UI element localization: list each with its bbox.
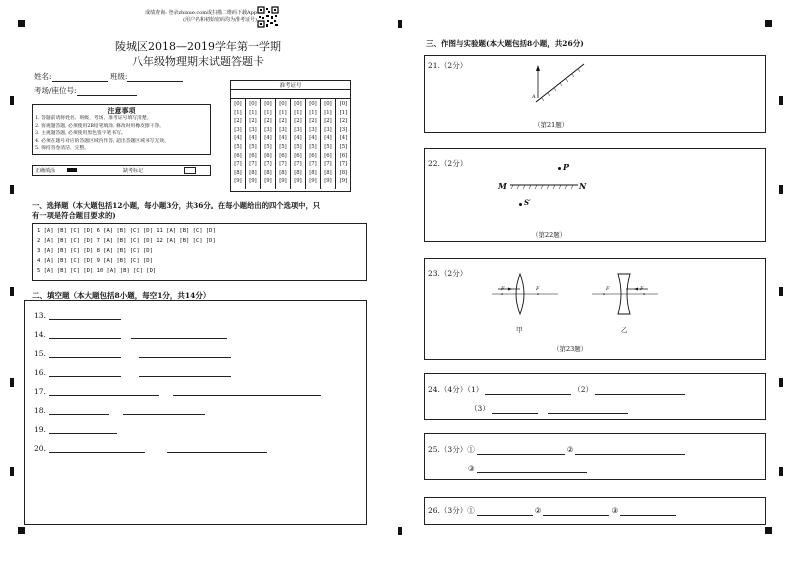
- notice-item: 4. 必须在题号对应的答题区域内作答, 超出答题区域书写无效。: [35, 138, 169, 144]
- exam-id-digit-bubble[interactable]: [4]: [234, 135, 242, 142]
- side-tick: [10, 378, 14, 387]
- answer-blank[interactable]: [131, 329, 227, 339]
- exam-id-digit-bubble[interactable]: [7]: [234, 161, 242, 168]
- correct-fill-sample: [67, 168, 77, 172]
- exam-id-digit-bubble[interactable]: [9]: [279, 178, 287, 185]
- notice-item: 1. 答题前请将姓名、班级、考场、准考证号填写清楚。: [35, 116, 152, 121]
- exam-id-digit-bubble[interactable]: [4]: [264, 135, 272, 142]
- exam-id-digit-bubble[interactable]: [1]: [279, 109, 287, 116]
- exam-id-digit-bubble[interactable]: [0]: [294, 101, 302, 107]
- exam-id-digit-bubble[interactable]: [9]: [249, 178, 257, 185]
- q17-label: 17.: [34, 387, 46, 396]
- exam-id-digit-bubble[interactable]: [9]: [234, 178, 242, 185]
- exam-id-digit-bubble[interactable]: [6]: [279, 152, 287, 159]
- notice-title: 注意事项: [107, 106, 136, 115]
- q24-b1-label: （1）: [467, 385, 484, 394]
- exam-id-digit-bubble[interactable]: [8]: [294, 169, 302, 176]
- corner-mark-br: [765, 527, 772, 534]
- answer-blank[interactable]: [477, 506, 533, 516]
- promo-line-1: 成绩查询: 登录zhixue.com或扫描二维码下载App: [145, 10, 257, 16]
- q17-row: [34, 386, 321, 396]
- q14-label: 14.: [34, 330, 46, 339]
- exam-id-digit-bubble[interactable]: [6]: [339, 152, 348, 159]
- exam-id-digit-bubble[interactable]: [2]: [309, 118, 317, 125]
- side-tick: [779, 378, 783, 387]
- student-name-row: [34, 71, 183, 82]
- ray-arrow-icon: [508, 288, 512, 291]
- corner-mark-ml: [398, 20, 402, 28]
- q25-row-1: [428, 444, 687, 455]
- answer-blank[interactable]: [477, 445, 565, 455]
- exam-id-digit-bubble[interactable]: [1]: [234, 109, 242, 116]
- room-row: [34, 85, 137, 96]
- exam-id-digit-bubble[interactable]: [5]: [279, 143, 287, 150]
- q13-label: 13.: [34, 311, 46, 320]
- exam-id-digit-bubble[interactable]: [4]: [279, 135, 287, 142]
- exam-id-digit-column: [306, 98, 321, 189]
- answer-blank[interactable]: [123, 405, 205, 415]
- answer-blank[interactable]: [543, 506, 609, 516]
- exam-title-line-2: 八年级物理期末试题答题卡: [132, 55, 264, 68]
- q24-b3-label: （3）: [470, 404, 490, 413]
- q25-b2-label: ②: [566, 445, 574, 454]
- exam-id-digit-bubble[interactable]: [7]: [339, 161, 348, 168]
- mc-row[interactable]: 2 [A] [B] [C] [D] 7 [A] [B] [C] [D] 12 [A] [B] [C] [D]: [37, 238, 216, 244]
- exam-id-digit-bubble[interactable]: [2]: [234, 118, 242, 125]
- answer-blank[interactable]: [49, 348, 121, 358]
- answer-blank[interactable]: [49, 405, 109, 415]
- class-field[interactable]: [127, 72, 183, 82]
- exam-id-digit-bubble[interactable]: [8]: [279, 169, 287, 176]
- q14-row: [34, 329, 227, 339]
- answer-blank[interactable]: [49, 310, 121, 320]
- exam-id-digit-bubble[interactable]: [3]: [234, 126, 242, 133]
- q24-label: 24.（4分）: [428, 385, 468, 394]
- point-p-label: P: [563, 162, 570, 172]
- q23-caption: （第23题）: [553, 345, 588, 353]
- exam-id-digit-bubble[interactable]: [7]: [249, 161, 257, 168]
- mirror-mn: [510, 183, 578, 191]
- q15-row: [34, 348, 231, 358]
- answer-blank[interactable]: [49, 443, 145, 453]
- exam-id-digit-bubble[interactable]: [9]: [309, 178, 317, 185]
- q26-label: 26.（3分）①: [428, 506, 475, 515]
- mc-row[interactable]: 3 [A] [B] [C] [D] 8 [A] [B] [C] [D]: [37, 248, 153, 254]
- q24-b2-label: （2）: [573, 385, 594, 394]
- exam-id-digit-bubble[interactable]: [9]: [264, 178, 272, 185]
- side-tick: [779, 287, 783, 296]
- side-tick: [779, 185, 783, 194]
- exam-id-digit-bubble[interactable]: [5]: [294, 143, 302, 150]
- q26-b2-label: ②: [534, 506, 542, 515]
- mc-row[interactable]: 5 [A] [B] [C] [D] 10 [A] [B] [C] [D]: [37, 268, 157, 274]
- side-tick: [779, 96, 783, 105]
- absent-checkbox[interactable]: [184, 167, 196, 174]
- q22-caption: （第22题）: [532, 231, 567, 239]
- name-field[interactable]: [52, 72, 108, 82]
- q22-label: 22.（2分）: [428, 159, 468, 168]
- q25-b3-label: ③: [468, 464, 475, 473]
- exam-id-digit-bubble[interactable]: [6]: [309, 152, 317, 159]
- answer-blank[interactable]: [485, 385, 571, 395]
- corner-mark-bl: [18, 527, 25, 534]
- q24-row-1: [428, 384, 687, 395]
- exam-id-digit-bubble[interactable]: [7]: [264, 161, 272, 168]
- lens2-focus-right: F: [640, 286, 644, 292]
- exam-id-digit-bubble[interactable]: [8]: [324, 169, 332, 176]
- angle-mark: A: [532, 94, 536, 100]
- room-field[interactable]: [77, 86, 137, 96]
- corner-mark-mr: [398, 527, 402, 535]
- exam-id-digit-column: [261, 98, 276, 189]
- exam-id-digit-bubble[interactable]: [0]: [309, 101, 317, 107]
- exam-id-digit-bubble[interactable]: [3]: [249, 126, 257, 133]
- exam-id-digit-bubble[interactable]: [2]: [294, 118, 302, 125]
- exam-id-digit-bubble[interactable]: [4]: [309, 135, 317, 142]
- q25-row-2: [468, 463, 589, 473]
- convex-lens-diagram: [490, 272, 560, 316]
- absent-label: 缺考标记: [123, 168, 144, 174]
- q13-row: [34, 310, 121, 320]
- exam-id-digit-bubble[interactable]: [2]: [324, 118, 332, 125]
- exam-id-digit-bubble[interactable]: [3]: [279, 126, 287, 133]
- room-label: 考场/座位号:: [34, 86, 77, 95]
- q26-b3-label: ③: [611, 506, 619, 515]
- exam-id-digit-bubble[interactable]: [4]: [324, 135, 332, 142]
- exam-id-digit-bubble[interactable]: [5]: [309, 143, 317, 150]
- exam-id-digit-bubble[interactable]: [3]: [339, 126, 348, 133]
- q18-label: 18.: [34, 406, 46, 415]
- notice-item: 5. 保持答卷清洁、完整。: [35, 146, 90, 151]
- answer-blank[interactable]: [620, 506, 676, 516]
- answer-blank[interactable]: [49, 367, 121, 377]
- mc-row[interactable]: 1 [A] [B] [C] [D] 6 [A] [B] [C] [D] 11 [A] [B] [C] [D]: [37, 228, 216, 234]
- q19-row: [34, 424, 117, 434]
- exam-id-title: 准考证号: [279, 83, 302, 89]
- exam-id-digit-bubble[interactable]: [8]: [234, 169, 242, 176]
- lens2-focus-left: F: [606, 286, 610, 292]
- lens2-label: 乙: [621, 326, 628, 334]
- q20-row: [34, 443, 267, 453]
- exam-id-digit-column: [276, 98, 291, 189]
- exam-id-digit-bubble[interactable]: [0]: [264, 101, 272, 107]
- exam-id-digit-bubble[interactable]: [4]: [339, 135, 348, 142]
- q15-label: 15.: [34, 349, 46, 358]
- point-s-label: S′: [524, 198, 531, 207]
- ray-arrow-icon: [536, 65, 540, 71]
- exam-id-digit-column: [321, 98, 336, 189]
- exam-id-digit-bubble[interactable]: [0]: [249, 101, 257, 107]
- side-tick: [10, 185, 14, 194]
- q26-row: [428, 505, 678, 516]
- exam-id-digit-bubble[interactable]: [1]: [324, 109, 332, 116]
- exam-id-digit-bubble[interactable]: [3]: [324, 126, 332, 133]
- section3-title: 三、作图与实验题(本大题包括8小题，共26分): [426, 39, 584, 48]
- side-tick: [779, 467, 783, 476]
- exam-id-digit-bubble[interactable]: [0]: [279, 101, 287, 107]
- notice-item: 2. 客观题答题, 必须使用2B铅笔填涂, 修改时用橡皮擦干净。: [35, 123, 165, 129]
- exam-id-digit-bubble[interactable]: [3]: [264, 126, 272, 133]
- exam-id-digit-bubble[interactable]: [1]: [294, 109, 302, 116]
- exam-id-digit-bubble[interactable]: [2]: [339, 118, 348, 125]
- q21-label: 21.（2分）: [428, 61, 468, 70]
- exam-id-digit-bubble[interactable]: [6]: [324, 152, 332, 159]
- exam-id-digit-bubble[interactable]: [8]: [309, 169, 317, 176]
- mirror-m-label: M: [498, 181, 507, 191]
- exam-id-digit-bubble[interactable]: [0]: [324, 101, 332, 107]
- exam-id-digit-bubble[interactable]: [5]: [249, 143, 257, 150]
- exam-id-digit-bubble[interactable]: [4]: [294, 135, 302, 142]
- exam-id-digit-bubble[interactable]: [8]: [249, 169, 257, 176]
- exam-id-digit-bubble[interactable]: [8]: [264, 169, 272, 176]
- exam-id-digit-bubble[interactable]: [2]: [279, 118, 287, 125]
- side-tick: [10, 96, 14, 105]
- q24-row-2: [470, 403, 630, 414]
- answer-blank[interactable]: [477, 463, 587, 473]
- q21-caption: （第21题）: [534, 121, 569, 129]
- side-tick: [10, 467, 14, 476]
- exam-id-digit-bubble[interactable]: [6]: [249, 152, 257, 159]
- lens1-label: 甲: [516, 326, 523, 334]
- exam-id-digit-column: [336, 98, 351, 189]
- qr-code-icon: [257, 6, 279, 28]
- ray-arrow-icon: [634, 288, 638, 291]
- q20-label: 20.: [34, 444, 46, 453]
- promo-line-2: (用户名和初始密码均为准考证号): [183, 17, 257, 23]
- q22-box: [424, 148, 766, 242]
- correct-fill-label: 正确填涂: [35, 168, 56, 174]
- section2-title: 二、填空题（本大题包括8小题，每空1分，共14分）: [32, 291, 211, 300]
- exam-id-digit-bubble[interactable]: [4]: [249, 135, 257, 142]
- exam-id-digit-bubble[interactable]: [9]: [324, 178, 332, 185]
- notice-items: [35, 115, 169, 153]
- exam-id-digit-bubble[interactable]: [1]: [309, 109, 317, 116]
- answer-blank[interactable]: [595, 385, 685, 395]
- exam-id-digit-bubble[interactable]: [9]: [294, 178, 302, 185]
- exam-title-line-1: 陵城区2018—2019学年第一学期: [115, 40, 281, 53]
- answer-blank[interactable]: [492, 404, 538, 414]
- q25-label: 25.（3分）①: [428, 445, 475, 454]
- exam-id-digit-bubble[interactable]: [1]: [264, 109, 272, 116]
- q23-label: 23.（2分）: [428, 269, 468, 278]
- point-p-dot: [558, 167, 561, 170]
- exam-id-digit-column: [231, 98, 246, 189]
- exam-id-digit-bubble[interactable]: [5]: [339, 143, 348, 150]
- exam-id-digit-bubble[interactable]: [7]: [309, 161, 317, 168]
- answer-blank[interactable]: [49, 386, 159, 396]
- answer-blank[interactable]: [548, 404, 628, 414]
- name-label: 姓名:: [34, 72, 52, 81]
- point-s-dot: [519, 203, 522, 206]
- exam-id-digit-bubble[interactable]: [5]: [324, 143, 332, 150]
- exam-id-digit-column: [291, 98, 306, 189]
- corner-mark-tl: [18, 20, 25, 27]
- exam-id-digit-bubble[interactable]: [0]: [339, 101, 348, 107]
- section1-title: 一、选择题（本大题包括12小题，每小题3分，共36分。在每小题给出的四个选项中，只: [32, 201, 321, 210]
- class-label: 班级:: [109, 72, 128, 81]
- answer-blank[interactable]: [139, 348, 231, 358]
- notice-item: 3. 主观题答题, 必须使用黑色签字笔书写。: [35, 131, 126, 136]
- exam-id-digit-bubble[interactable]: [5]: [264, 143, 272, 150]
- exam-id-digit-bubble[interactable]: [7]: [294, 161, 302, 168]
- exam-id-digit-bubble[interactable]: [6]: [294, 152, 302, 159]
- exam-id-digit-bubble[interactable]: [7]: [279, 161, 287, 168]
- answer-blank[interactable]: [139, 367, 231, 377]
- exam-id-digit-bubble[interactable]: [5]: [234, 143, 242, 150]
- q16-row: [34, 367, 231, 377]
- answer-blank[interactable]: [49, 424, 117, 434]
- lens1-focus-left: F: [501, 286, 505, 292]
- mc-row[interactable]: 4 [A] [B] [C] [D] 9 [A] [B] [C] [D]: [37, 258, 153, 264]
- exam-id-digit-bubble[interactable]: [0]: [234, 101, 242, 107]
- q18-row: [34, 405, 205, 415]
- answer-blank[interactable]: [167, 443, 267, 453]
- mirror-n-label: N: [579, 181, 587, 191]
- exam-id-digit-bubble[interactable]: [3]: [309, 126, 317, 133]
- answer-blank[interactable]: [49, 329, 121, 339]
- exam-id-digit-bubble[interactable]: [3]: [294, 126, 302, 133]
- exam-id-digit-bubble[interactable]: [2]: [249, 118, 257, 125]
- concave-lens-diagram: [590, 272, 660, 316]
- exam-id-digit-bubble[interactable]: [8]: [339, 169, 348, 176]
- answer-blank[interactable]: [575, 445, 685, 455]
- exam-id-digit-bubble[interactable]: [1]: [249, 109, 257, 116]
- q19-label: 19.: [34, 425, 46, 434]
- side-tick: [10, 287, 14, 296]
- exam-id-digit-bubble[interactable]: [9]: [339, 178, 348, 185]
- lens1-focus-right: F: [536, 286, 540, 292]
- exam-id-title-rule: [230, 89, 351, 90]
- q16-label: 16.: [34, 368, 46, 377]
- mirror-diagram: [528, 62, 598, 117]
- exam-id-digit-bubble[interactable]: [6]: [234, 152, 242, 159]
- exam-id-digit-bubble[interactable]: [2]: [264, 118, 272, 125]
- exam-id-digit-bubble[interactable]: [7]: [324, 161, 332, 168]
- section1-title-2: 有一项是符合题目要求的): [32, 211, 116, 220]
- corner-mark-tr: [765, 20, 772, 27]
- exam-id-digit-bubble[interactable]: [1]: [339, 109, 348, 116]
- exam-id-digit-column: [246, 98, 261, 189]
- exam-id-digit-bubble[interactable]: [6]: [264, 152, 272, 159]
- answer-blank[interactable]: [173, 386, 321, 396]
